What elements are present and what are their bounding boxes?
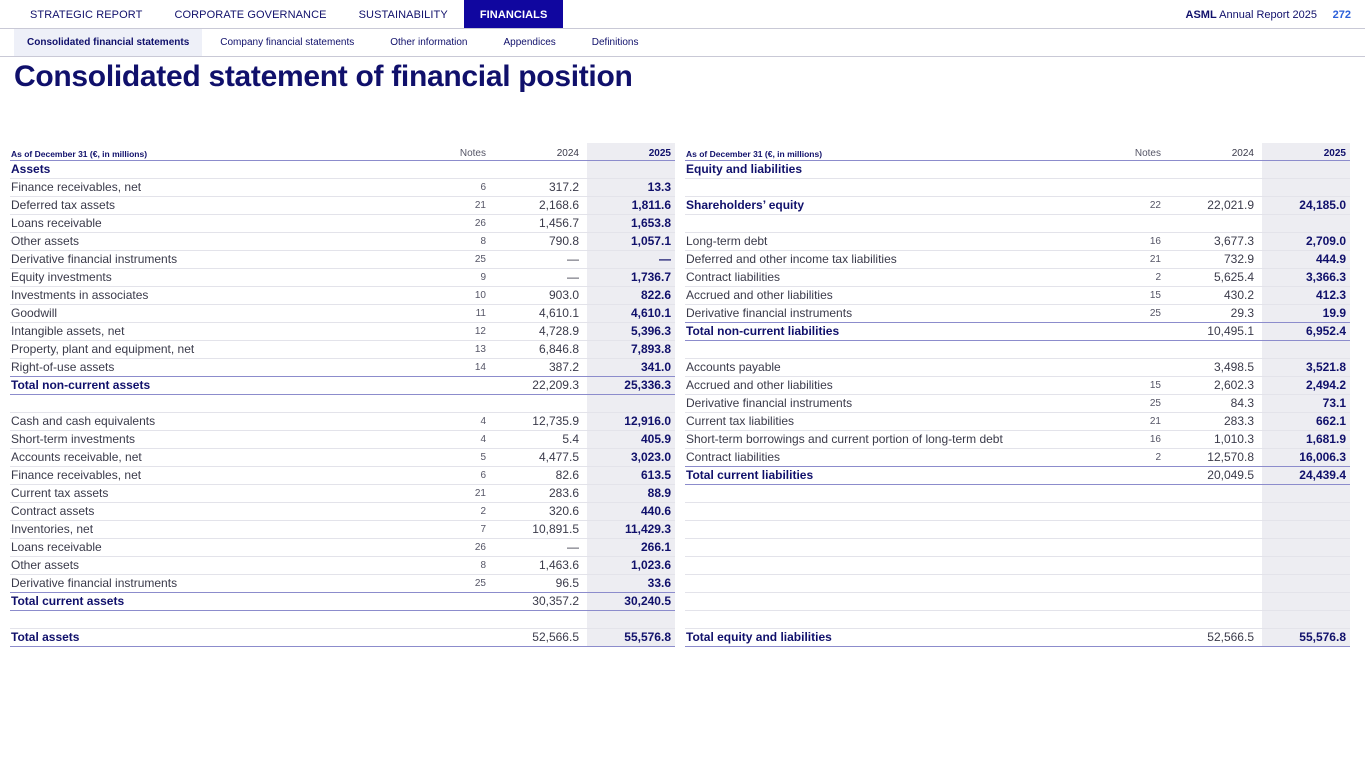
row-label (685, 520, 1105, 538)
page-number: 272 (1332, 9, 1351, 21)
row-label (685, 592, 1105, 610)
row-label (10, 394, 430, 412)
brand-name: ASML (1185, 9, 1217, 21)
table-row (10, 430, 675, 448)
row-label: Finance receivables, net (10, 178, 430, 196)
table-row (685, 268, 1350, 286)
row-value-2024: 30,357.2 (492, 592, 587, 610)
row-label: Derivative financial instruments (685, 394, 1105, 412)
row-value-2024: 6,846.8 (492, 340, 587, 358)
row-label: Total assets (10, 628, 430, 646)
row-value-2024: — (492, 268, 587, 286)
row-value-2025: 19.9 (1262, 304, 1350, 322)
row-notes: 21 (1105, 250, 1167, 268)
liabilities-table (685, 143, 1350, 647)
section-heading-row (10, 160, 675, 178)
row-notes: 6 (430, 178, 492, 196)
header-notes: Notes (430, 143, 492, 160)
row-value-2025 (1262, 160, 1350, 178)
table-row (685, 448, 1350, 466)
row-value-2024: 5,625.4 (1167, 268, 1262, 286)
row-label: Other assets (10, 232, 430, 250)
row-label: Goodwill (10, 304, 430, 322)
row-label: Total current liabilities (685, 466, 1105, 484)
row-notes (430, 160, 492, 178)
row-label: Long-term debt (685, 232, 1105, 250)
row-value-2024 (1167, 520, 1262, 538)
row-value-2025: — (587, 250, 675, 268)
row-notes: 8 (430, 232, 492, 250)
table-row (685, 214, 1350, 232)
table-row (10, 502, 675, 520)
row-notes (430, 394, 492, 412)
table-row (10, 394, 675, 412)
row-label: Contract liabilities (685, 268, 1105, 286)
header-label: As of December 31 (€, in millions) (10, 143, 430, 160)
row-label: Total equity and liabilities (685, 628, 1105, 646)
row-value-2024: 29.3 (1167, 304, 1262, 322)
row-label: Derivative financial instruments (685, 304, 1105, 322)
row-value-2025: 1,811.6 (587, 196, 675, 214)
row-notes (1105, 628, 1167, 646)
table-row (685, 412, 1350, 430)
row-label (685, 502, 1105, 520)
table-row (685, 178, 1350, 196)
row-value-2024: 22,021.9 (1167, 196, 1262, 214)
row-value-2025: 73.1 (1262, 394, 1350, 412)
row-value-2025: 55,576.8 (1262, 628, 1350, 646)
row-notes (1105, 340, 1167, 358)
row-value-2025: 6,952.4 (1262, 322, 1350, 340)
row-value-2025: 5,396.3 (587, 322, 675, 340)
row-value-2025: 3,366.3 (1262, 268, 1350, 286)
assets-table (10, 143, 675, 647)
row-value-2025 (1262, 214, 1350, 232)
total-row (685, 466, 1350, 484)
row-label: Other assets (10, 556, 430, 574)
row-label: Contract assets (10, 502, 430, 520)
row-label: Accrued and other liabilities (685, 286, 1105, 304)
row-value-2025: 2,494.2 (1262, 376, 1350, 394)
row-notes: 25 (430, 250, 492, 268)
header-2024: 2024 (492, 143, 587, 160)
row-label (685, 574, 1105, 592)
row-value-2025: 13.3 (587, 178, 675, 196)
row-label (685, 340, 1105, 358)
row-label: Loans receivable (10, 538, 430, 556)
report-name: Annual Report 2025 (1219, 9, 1317, 21)
row-notes: 16 (1105, 232, 1167, 250)
row-value-2024: 317.2 (492, 178, 587, 196)
row-value-2025 (1262, 484, 1350, 502)
table-row (10, 268, 675, 286)
table-row (685, 556, 1350, 574)
row-value-2025: 24,185.0 (1262, 196, 1350, 214)
table-row (10, 322, 675, 340)
row-notes: 14 (430, 358, 492, 376)
table-row (10, 412, 675, 430)
row-value-2024: 3,498.5 (1167, 358, 1262, 376)
row-value-2025: 1,736.7 (587, 268, 675, 286)
row-value-2024: 283.3 (1167, 412, 1262, 430)
row-label: Deferred tax assets (10, 196, 430, 214)
row-value-2024 (1167, 610, 1262, 628)
subnav-other-information[interactable]: Other information (390, 37, 468, 48)
row-value-2024: 4,610.1 (492, 304, 587, 322)
table-header-row (685, 143, 1350, 160)
table-row (10, 538, 675, 556)
row-label: Contract liabilities (685, 448, 1105, 466)
subnav-company-financial-statements[interactable]: Company financial statements (220, 37, 355, 48)
top-navigation (0, 0, 1365, 29)
row-notes (430, 610, 492, 628)
total-row (685, 628, 1350, 646)
row-label: Derivative financial instruments (10, 250, 430, 268)
row-value-2024 (1167, 556, 1262, 574)
row-value-2025: 341.0 (587, 358, 675, 376)
row-value-2024: 84.3 (1167, 394, 1262, 412)
row-value-2024: 3,677.3 (1167, 232, 1262, 250)
row-value-2025: 2,709.0 (1262, 232, 1350, 250)
row-value-2024: 387.2 (492, 358, 587, 376)
row-value-2025 (1262, 520, 1350, 538)
row-value-2024 (492, 394, 587, 412)
row-notes (1105, 520, 1167, 538)
row-value-2024: 52,566.5 (492, 628, 587, 646)
total-row (10, 628, 675, 646)
row-label (10, 610, 430, 628)
row-notes (1105, 484, 1167, 502)
report-title (1186, 0, 1317, 30)
table-row (685, 502, 1350, 520)
row-notes: 26 (430, 538, 492, 556)
row-label (685, 484, 1105, 502)
row-value-2024: 790.8 (492, 232, 587, 250)
table-row (685, 358, 1350, 376)
row-notes: 16 (1105, 430, 1167, 448)
row-label: Right-of-use assets (10, 358, 430, 376)
row-value-2024: 1,463.6 (492, 556, 587, 574)
row-label: Equity investments (10, 268, 430, 286)
row-value-2025: 12,916.0 (587, 412, 675, 430)
row-value-2024: — (492, 250, 587, 268)
row-value-2024: 10,495.1 (1167, 322, 1262, 340)
tab-sustainability[interactable]: SUSTAINABILITY (358, 9, 448, 21)
row-notes (1105, 160, 1167, 178)
row-value-2024 (1167, 538, 1262, 556)
row-notes: 8 (430, 556, 492, 574)
section-heading-row (685, 160, 1350, 178)
row-notes (1105, 466, 1167, 484)
row-notes: 15 (1105, 376, 1167, 394)
row-label: Loans receivable (10, 214, 430, 232)
row-label: Cash and cash equivalents (10, 412, 430, 430)
row-value-2025: 55,576.8 (587, 628, 675, 646)
row-notes: 13 (430, 340, 492, 358)
row-value-2024: 10,891.5 (492, 520, 587, 538)
row-label: Intangible assets, net (10, 322, 430, 340)
row-value-2025: 1,653.8 (587, 214, 675, 232)
table-row (685, 196, 1350, 214)
row-value-2025: 7,893.8 (587, 340, 675, 358)
table-row (10, 520, 675, 538)
row-notes: 7 (430, 520, 492, 538)
table-row (685, 376, 1350, 394)
row-notes: 11 (430, 304, 492, 322)
row-value-2025: 16,006.3 (1262, 448, 1350, 466)
table-row (685, 592, 1350, 610)
row-value-2025 (1262, 592, 1350, 610)
row-value-2024 (1167, 178, 1262, 196)
row-notes: 22 (1105, 196, 1167, 214)
row-label: Finance receivables, net (10, 466, 430, 484)
row-value-2025: 1,681.9 (1262, 430, 1350, 448)
row-value-2024: 4,728.9 (492, 322, 587, 340)
row-value-2025 (1262, 340, 1350, 358)
row-value-2025: 405.9 (587, 430, 675, 448)
row-value-2024: 1,456.7 (492, 214, 587, 232)
row-label: Inventories, net (10, 520, 430, 538)
table-row (685, 394, 1350, 412)
row-value-2025 (1262, 610, 1350, 628)
row-notes: 9 (430, 268, 492, 286)
row-value-2024 (1167, 574, 1262, 592)
row-value-2024: — (492, 538, 587, 556)
row-notes: 25 (1105, 394, 1167, 412)
row-label: Investments in associates (10, 286, 430, 304)
row-label: Accrued and other liabilities (685, 376, 1105, 394)
row-value-2024: 22,209.3 (492, 376, 587, 394)
row-label: Current tax liabilities (685, 412, 1105, 430)
row-label: Equity and liabilities (685, 160, 1105, 178)
row-value-2024: 82.6 (492, 466, 587, 484)
table-header-row (10, 143, 675, 160)
header-notes: Notes (1105, 143, 1167, 160)
row-notes (1105, 214, 1167, 232)
row-notes (1105, 322, 1167, 340)
table-row (685, 520, 1350, 538)
total-row (685, 322, 1350, 340)
row-notes: 10 (430, 286, 492, 304)
row-value-2024: 2,602.3 (1167, 376, 1262, 394)
row-label: Current tax assets (10, 484, 430, 502)
row-value-2024: 5.4 (492, 430, 587, 448)
row-notes: 2 (1105, 268, 1167, 286)
subnav-appendices[interactable]: Appendices (503, 37, 556, 48)
row-notes (430, 376, 492, 394)
table-row (685, 484, 1350, 502)
row-value-2024 (1167, 592, 1262, 610)
row-notes (1105, 592, 1167, 610)
row-label: Assets (10, 160, 430, 178)
row-notes: 25 (1105, 304, 1167, 322)
subnav-consolidated-financial-statements[interactable]: Consolidated financial statements (14, 29, 202, 56)
table-row (685, 610, 1350, 628)
row-notes (1105, 502, 1167, 520)
row-value-2025: 440.6 (587, 502, 675, 520)
row-label (685, 214, 1105, 232)
header-label: As of December 31 (€, in millions) (685, 143, 1105, 160)
table-row (10, 250, 675, 268)
table-row (685, 304, 1350, 322)
row-notes (1105, 610, 1167, 628)
row-value-2025 (587, 610, 675, 628)
row-notes: 15 (1105, 286, 1167, 304)
row-value-2025 (1262, 556, 1350, 574)
row-value-2024 (1167, 214, 1262, 232)
row-value-2024: 320.6 (492, 502, 587, 520)
row-value-2025: 1,057.1 (587, 232, 675, 250)
row-label: Total current assets (10, 592, 430, 610)
row-value-2024: 52,566.5 (1167, 628, 1262, 646)
table-row (685, 250, 1350, 268)
row-notes (430, 592, 492, 610)
row-notes (1105, 574, 1167, 592)
sub-navigation (0, 29, 1365, 57)
row-value-2024: 20,049.5 (1167, 466, 1262, 484)
row-value-2025: 33.6 (587, 574, 675, 592)
row-notes (1105, 556, 1167, 574)
row-notes: 2 (1105, 448, 1167, 466)
row-value-2024: 903.0 (492, 286, 587, 304)
header-2025: 2025 (587, 143, 675, 160)
row-value-2025: 1,023.6 (587, 556, 675, 574)
row-notes: 2 (430, 502, 492, 520)
row-value-2024 (1167, 340, 1262, 358)
row-notes: 12 (430, 322, 492, 340)
table-row (10, 286, 675, 304)
row-label (685, 556, 1105, 574)
table-row (10, 484, 675, 502)
row-value-2024: 96.5 (492, 574, 587, 592)
row-value-2025 (1262, 178, 1350, 196)
row-label: Total non-current liabilities (685, 322, 1105, 340)
row-value-2024: 732.9 (1167, 250, 1262, 268)
row-value-2024: 4,477.5 (492, 448, 587, 466)
row-value-2024 (1167, 502, 1262, 520)
row-notes (1105, 178, 1167, 196)
tab-financials[interactable]: FINANCIALS (464, 0, 564, 28)
row-value-2025: 30,240.5 (587, 592, 675, 610)
row-value-2025: 4,610.1 (587, 304, 675, 322)
row-value-2024: 430.2 (1167, 286, 1262, 304)
row-value-2025: 662.1 (1262, 412, 1350, 430)
row-label: Shareholders’ equity (685, 196, 1105, 214)
row-value-2024 (1167, 160, 1262, 178)
row-label: Deferred and other income tax liabilities (685, 250, 1105, 268)
table-row (10, 178, 675, 196)
row-value-2024: 12,735.9 (492, 412, 587, 430)
row-label (685, 610, 1105, 628)
row-value-2024: 12,570.8 (1167, 448, 1262, 466)
table-row (10, 196, 675, 214)
row-notes: 21 (1105, 412, 1167, 430)
row-label: Property, plant and equipment, net (10, 340, 430, 358)
row-notes: 4 (430, 430, 492, 448)
row-value-2025 (587, 160, 675, 178)
row-label: Accounts receivable, net (10, 448, 430, 466)
row-label: Accounts payable (685, 358, 1105, 376)
table-row (685, 538, 1350, 556)
row-label (685, 178, 1105, 196)
row-value-2025: 24,439.4 (1262, 466, 1350, 484)
page-title: Consolidated statement of financial position (14, 60, 633, 93)
tab-corporate-governance[interactable]: CORPORATE GOVERNANCE (174, 9, 327, 21)
row-value-2025: 88.9 (587, 484, 675, 502)
row-value-2025: 412.3 (1262, 286, 1350, 304)
table-row (10, 466, 675, 484)
row-notes: 21 (430, 484, 492, 502)
row-value-2025: 613.5 (587, 466, 675, 484)
row-notes (1105, 538, 1167, 556)
table-row (685, 286, 1350, 304)
section-tabs (14, 0, 563, 28)
total-row (10, 592, 675, 610)
table-row (10, 574, 675, 592)
table-row (10, 448, 675, 466)
header-2024: 2024 (1167, 143, 1262, 160)
table-row (10, 358, 675, 376)
row-value-2024: 1,010.3 (1167, 430, 1262, 448)
table-row (685, 340, 1350, 358)
header-2025: 2025 (1262, 143, 1350, 160)
row-notes: 21 (430, 196, 492, 214)
row-value-2024 (492, 610, 587, 628)
table-row (10, 556, 675, 574)
row-label: Derivative financial instruments (10, 574, 430, 592)
row-value-2025: 444.9 (1262, 250, 1350, 268)
total-row (10, 376, 675, 394)
row-value-2024: 2,168.6 (492, 196, 587, 214)
row-label: Short-term borrowings and current portion of long-term debt (685, 430, 1105, 448)
row-value-2024 (492, 160, 587, 178)
row-notes: 26 (430, 214, 492, 232)
row-label (685, 538, 1105, 556)
row-value-2024: 283.6 (492, 484, 587, 502)
table-row (10, 214, 675, 232)
table-row (10, 340, 675, 358)
row-value-2024 (1167, 484, 1262, 502)
table-row (685, 574, 1350, 592)
tab-strategic-report[interactable]: STRATEGIC REPORT (30, 9, 143, 21)
row-value-2025: 822.6 (587, 286, 675, 304)
table-row (10, 610, 675, 628)
row-notes: 6 (430, 466, 492, 484)
row-value-2025 (1262, 574, 1350, 592)
row-label: Short-term investments (10, 430, 430, 448)
row-notes (430, 628, 492, 646)
table-row (685, 430, 1350, 448)
row-notes (1105, 358, 1167, 376)
table-row (10, 304, 675, 322)
row-value-2025 (587, 394, 675, 412)
row-notes: 25 (430, 574, 492, 592)
row-notes: 5 (430, 448, 492, 466)
table-row (685, 232, 1350, 250)
row-value-2025: 11,429.3 (587, 520, 675, 538)
subnav-definitions[interactable]: Definitions (591, 37, 639, 48)
row-value-2025: 3,023.0 (587, 448, 675, 466)
row-label: Total non-current assets (10, 376, 430, 394)
row-value-2025: 266.1 (587, 538, 675, 556)
row-notes: 4 (430, 412, 492, 430)
row-value-2025: 25,336.3 (587, 376, 675, 394)
row-value-2025 (1262, 502, 1350, 520)
table-row (10, 232, 675, 250)
row-value-2025: 3,521.8 (1262, 358, 1350, 376)
row-value-2025 (1262, 538, 1350, 556)
